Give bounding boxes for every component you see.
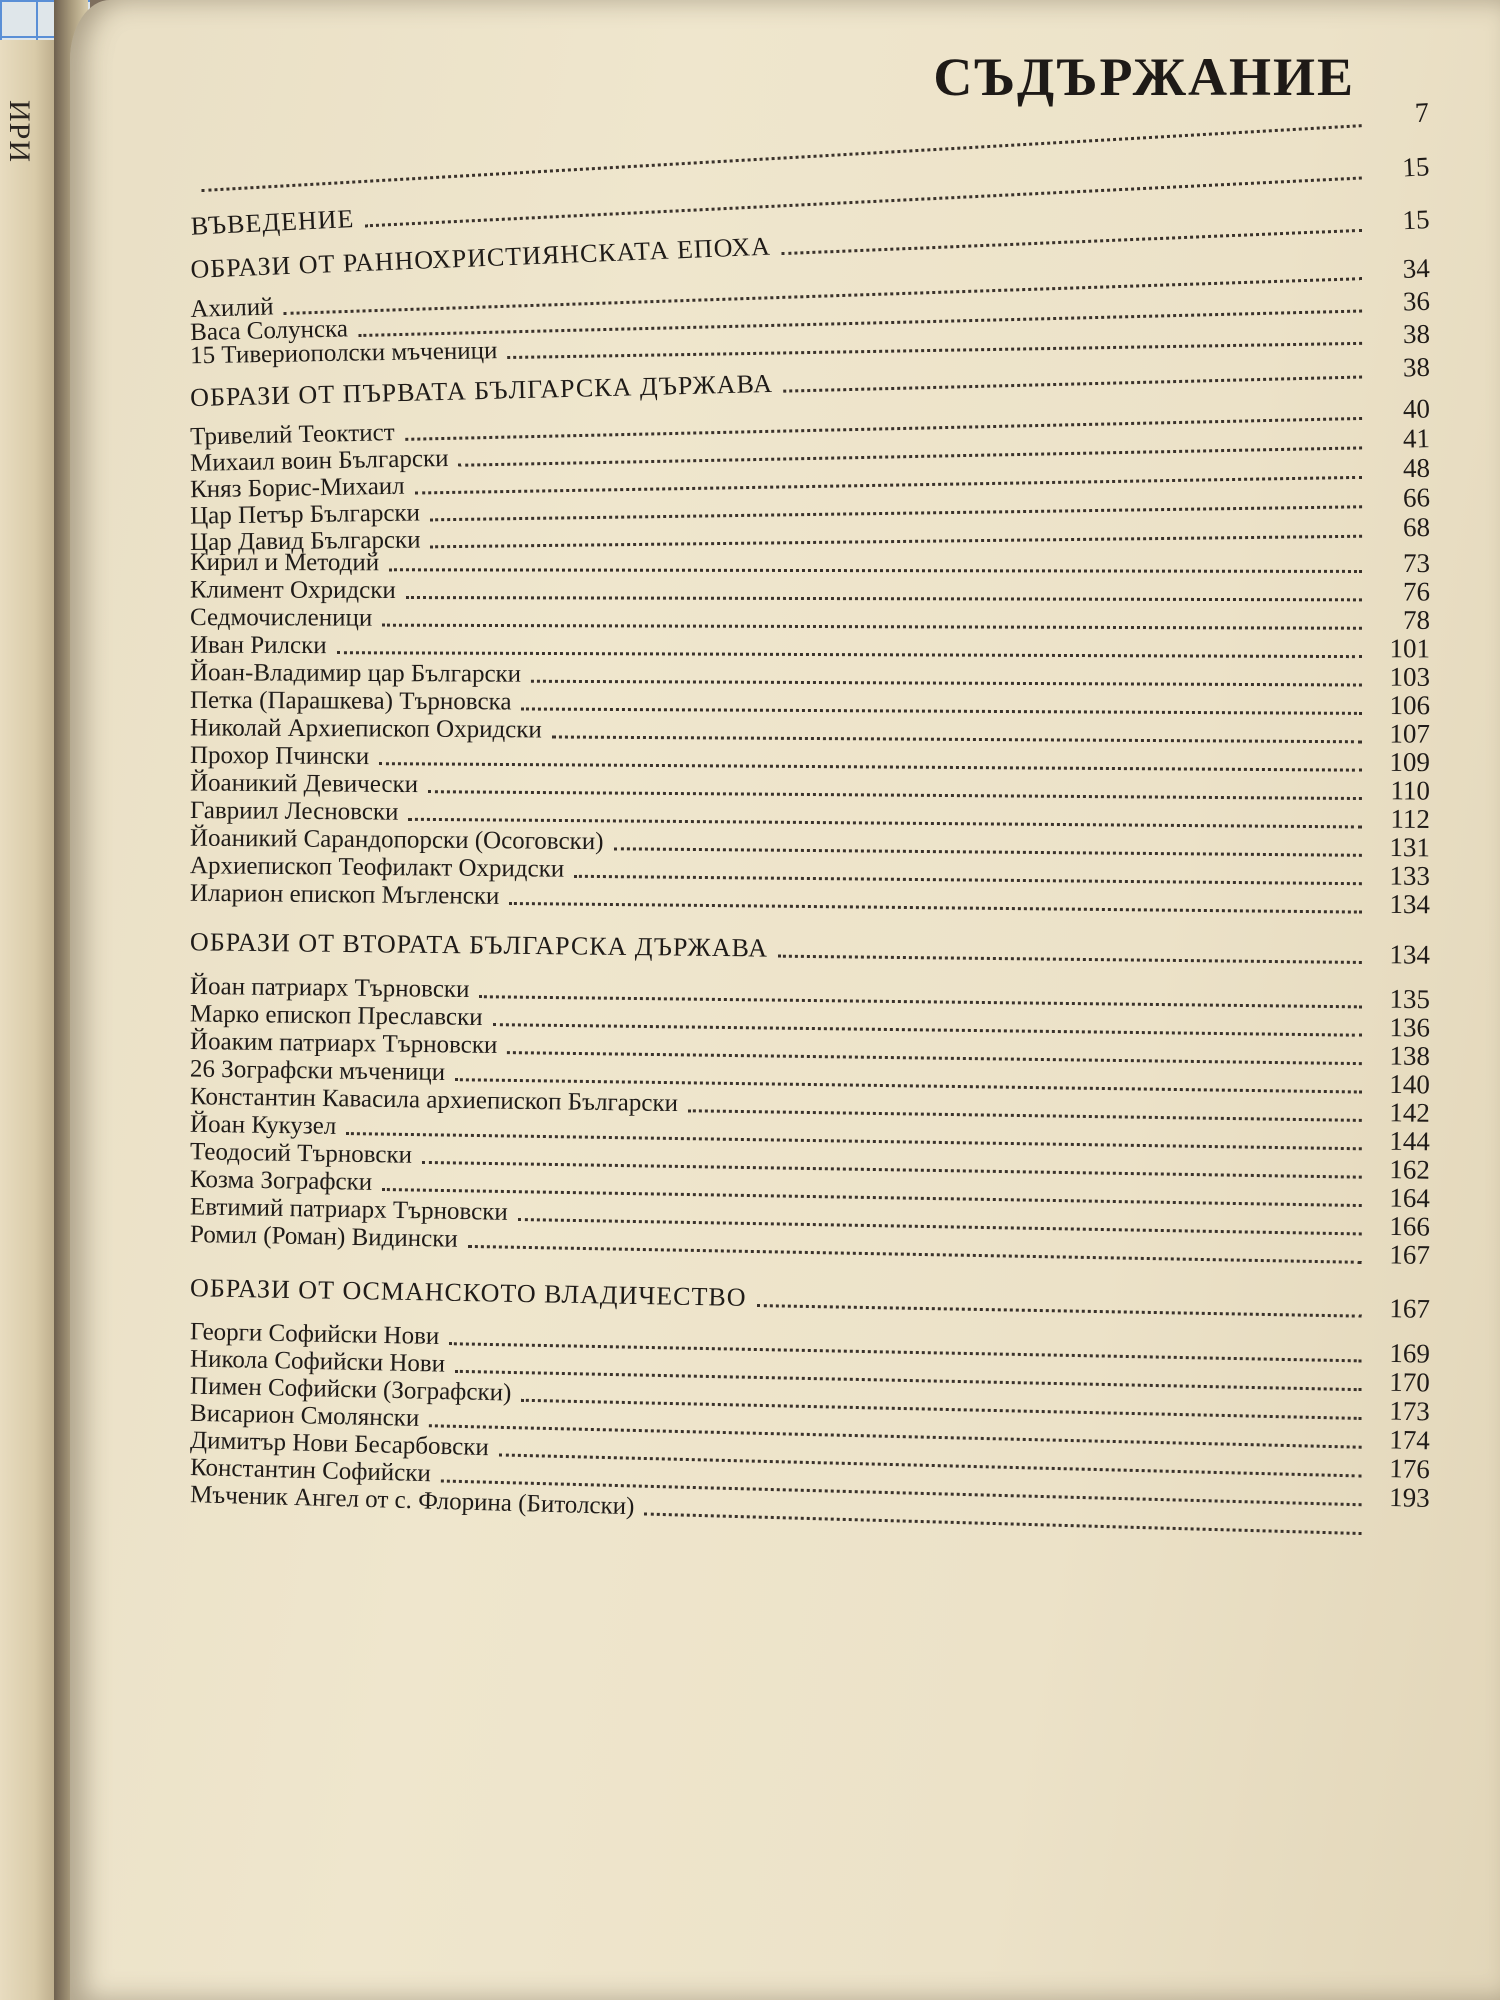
toc-page-number: 40 [1402, 393, 1431, 425]
toc-page-number: 106 [1389, 690, 1431, 721]
toc-entry-title: Ахилий [189, 293, 274, 324]
toc-entry-title: Константин Софийски [189, 1453, 432, 1488]
toc-entry-title: Тривелий Теоктист [189, 419, 395, 451]
toc-page-number: 167 [1389, 1239, 1431, 1271]
toc-entry-title: ОБРАЗИ ОТ ОСМАНСКОТО ВЛАДИЧЕСТВО [189, 1273, 747, 1312]
toc-entry-title: Димитър Нови Бесарбовски [189, 1426, 490, 1462]
toc-entry-title: Цар Давид Български [189, 526, 421, 557]
toc-entry-title: Архиепископ Теофилакт Охридски [189, 852, 565, 883]
toc-page-number: 34 [1402, 252, 1431, 284]
toc-page-number: 48 [1402, 452, 1431, 484]
dot-leader [756, 1304, 1361, 1318]
toc-page-number: 166 [1389, 1210, 1431, 1242]
toc-entry-title: Йоаникий Сарандопорски (Осоговски) [189, 824, 604, 856]
toc-entry-title: Йоан Кукузел [189, 1110, 337, 1140]
toc-entry-title: Ромил (Роман) Видински [189, 1220, 458, 1253]
toc-page-number: 170 [1389, 1366, 1431, 1398]
toc-page-number: 162 [1389, 1154, 1431, 1185]
toc-page-number: 73 [1402, 548, 1431, 579]
contents-page [70, 0, 1500, 2000]
toc-entry-title: Гавриил Лесновски [189, 797, 399, 826]
toc-page-number: 144 [1389, 1125, 1431, 1157]
toc-page-number: 78 [1402, 604, 1431, 635]
toc-page-number: 135 [1389, 983, 1431, 1015]
toc-page-number: 41 [1402, 423, 1431, 454]
toc-entry-title: Йоан патриарх Търновски [189, 972, 470, 1004]
dot-leader [644, 1512, 1361, 1535]
toc-entry-title: Княз Борис-Михаил [189, 472, 405, 504]
toc-entry-title: Николай Архиепископ Охридски [189, 714, 542, 744]
toc-entry-title: Висарион Смолянски [189, 1399, 420, 1432]
toc-entry-title: 15 Тивериополски мъченици [189, 337, 498, 370]
toc-entry-title: Марко епископ Преславски [189, 1000, 483, 1031]
dot-leader [509, 902, 1362, 914]
toc-entry-title: Йоан-Владимир цар Български [189, 659, 522, 688]
toc-page-number: 15 [1401, 204, 1431, 236]
toc-page-number: 138 [1389, 1040, 1431, 1072]
toc-section-heading [190, 923, 1430, 970]
toc-page-number: 133 [1389, 860, 1431, 891]
dot-leader [783, 376, 1362, 393]
page-title: СЪДЪРЖАНИЕ [933, 47, 1355, 107]
toc-page-number: 174 [1388, 1424, 1431, 1456]
toc-entry-title: Теодосий Търновски [189, 1138, 413, 1169]
toc-page-number: 167 [1389, 1293, 1431, 1324]
toc-page-number: 110 [1390, 775, 1431, 806]
toc-entry-title: Цар Петър Български [189, 499, 421, 530]
toc-page-number: 103 [1389, 661, 1431, 692]
toc-page-number: 112 [1390, 803, 1431, 834]
toc-page-number: 38 [1402, 351, 1431, 383]
toc-entry-title: Кирил и Методий [189, 548, 380, 577]
toc-page-number [1371, 1541, 1429, 1543]
toc-page-number: 176 [1388, 1453, 1431, 1485]
toc-entry-title: ОБРАЗИ ОТ ПЪРВАТА БЪЛГАРСКА ДЪРЖАВА [189, 368, 774, 413]
toc-page-number: 173 [1389, 1395, 1431, 1427]
toc-page-number: 38 [1402, 318, 1431, 350]
toc-entry-title: Константин Кавасила архиепископ Български [189, 1083, 679, 1118]
toc-entry-title: ОБРАЗИ ОТ РАННОХРИСТИЯНСКАТА ЕПОХА [189, 231, 772, 284]
toc-page-number: 36 [1402, 285, 1431, 317]
toc-entry-title: Иван Рилски [189, 631, 327, 660]
toc-page-number: 142 [1389, 1097, 1431, 1128]
toc-page-number: 107 [1389, 718, 1431, 749]
toc-entry-title: Иларион епископ Мъгленски [189, 879, 500, 910]
toc-page-number: 101 [1389, 633, 1431, 664]
toc-page-number: 7 [1414, 97, 1430, 130]
left-page-edge [0, 40, 58, 2000]
toc-entry-title: Евтимий патриарх Търновски [189, 1193, 508, 1226]
toc-entry-title: Козма Зографски [189, 1165, 373, 1196]
toc-entry-title: Йоаким патриарх Търновски [189, 1027, 498, 1059]
toc-entry-title: Никола Софийски Нови [189, 1345, 446, 1378]
toc-page-number: 169 [1389, 1337, 1431, 1369]
toc-entry-title: Пимен Софийски (Зографски) [189, 1372, 512, 1407]
dot-leader [778, 955, 1362, 964]
toc-entry-title: Прохор Пчински [189, 741, 370, 771]
toc-entry-title: ОБРАЗИ ОТ ВТОРАТА БЪЛГАРСКА ДЪРЖАВА [189, 927, 769, 963]
toc-entry-title: 26 Зографски мъченици [189, 1055, 446, 1087]
toc-page-number: 136 [1389, 1012, 1431, 1043]
toc-page-number: 109 [1389, 746, 1431, 778]
left-page-text-fragment: ИРИ [3, 100, 36, 164]
toc-entry-title: Мъченик Ангел от с. Флорина (Битолски) [189, 1481, 635, 1521]
toc-entry-title: Васа Солунска [189, 315, 349, 347]
toc-page-number: 66 [1402, 482, 1431, 513]
toc-entry-title: Климент Охридски [189, 576, 396, 604]
toc-page-number: 68 [1402, 511, 1431, 543]
toc-entry-title: Йоаникий Девически [189, 769, 419, 799]
dot-leader [781, 229, 1362, 255]
dot-leader [468, 1245, 1362, 1264]
toc-entry-title: ВЪВЕДЕНИЕ [190, 203, 355, 241]
toc-entry-title: Петка (Парашкева) Търновска [189, 686, 512, 716]
toc-page-number: 140 [1389, 1068, 1431, 1100]
toc-page-number: 193 [1388, 1481, 1431, 1514]
toc-page-number: 134 [1389, 939, 1431, 970]
toc-page-number: 76 [1402, 576, 1431, 607]
toc-page-number: 15 [1401, 151, 1431, 183]
toc-entry-title: Георги Софийски Нови [189, 1318, 440, 1351]
toc-page-number: 134 [1389, 888, 1431, 920]
toc-page-number: 164 [1389, 1182, 1431, 1214]
toc-entry-title: Михаил воин Български [189, 444, 449, 477]
toc-entry-title: Седмочисленици [189, 604, 373, 632]
toc-page-number: 131 [1389, 832, 1431, 863]
